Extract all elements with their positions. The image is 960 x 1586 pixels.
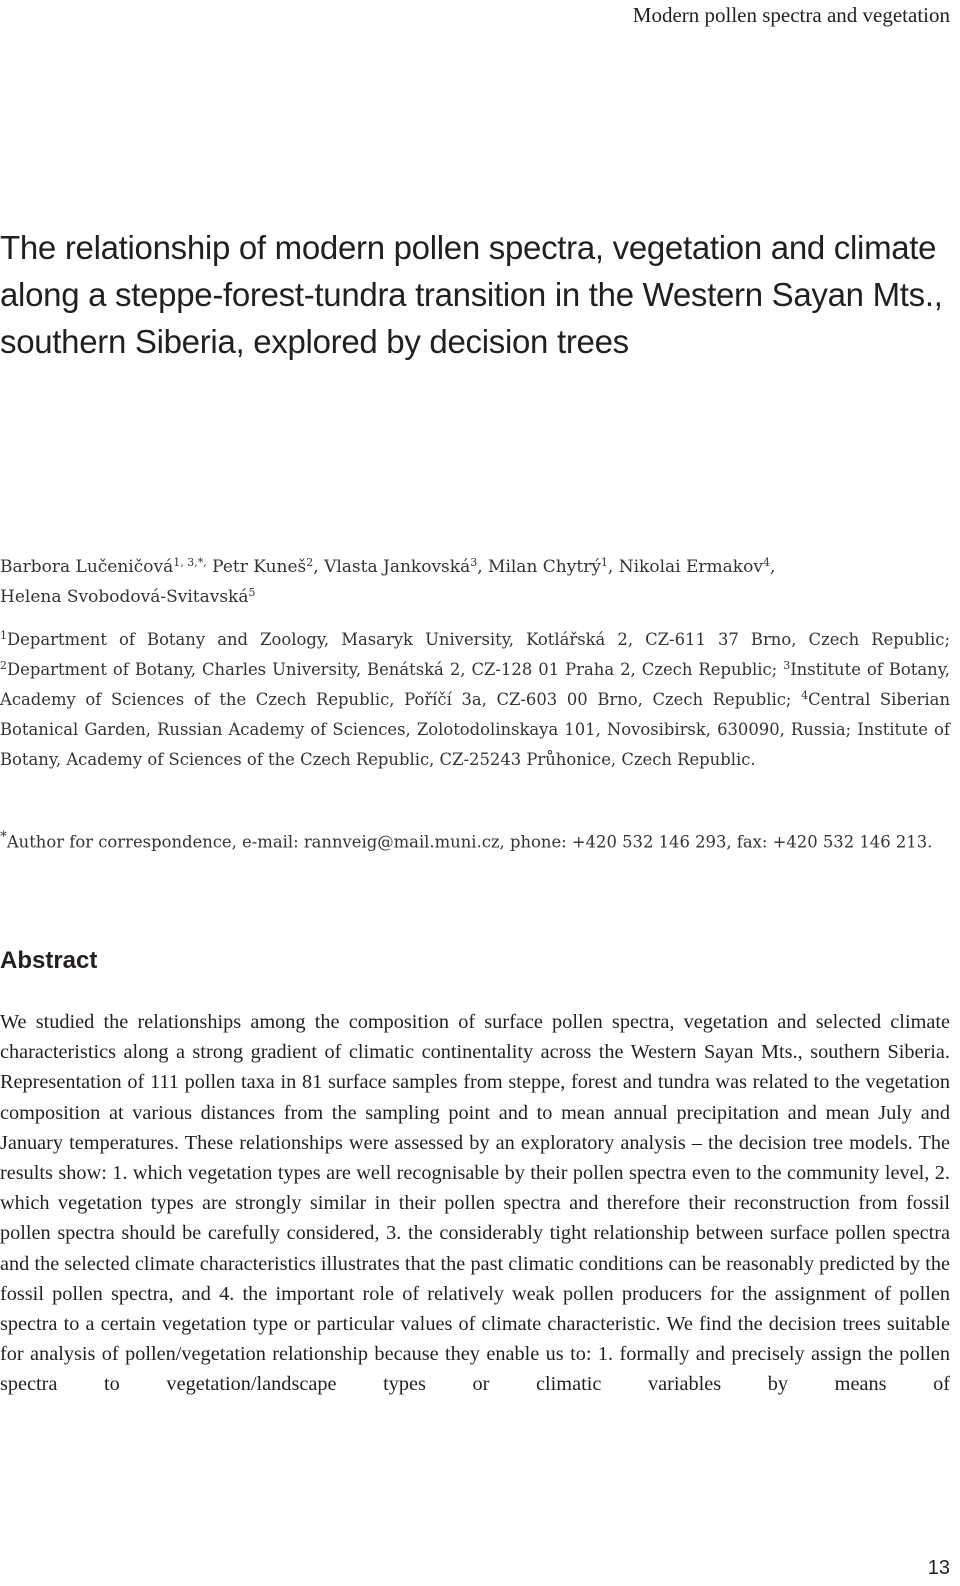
author-affiliation-marker: 3 xyxy=(470,556,478,569)
author-separator: , xyxy=(769,557,776,577)
correspondence-note xyxy=(0,822,950,857)
affiliation-marker: 2 xyxy=(0,659,7,672)
author-name: Nikolai Ermakov xyxy=(618,557,763,577)
author-affiliation-marker: 4 xyxy=(762,556,770,569)
correspondence-text: Author for correspondence, e-mail: rannveig@mail.muni.cz, phone: +420 532 146 293, fax: +420 532 146 213. xyxy=(6,832,933,852)
abstract-heading: Abstract xyxy=(0,947,98,974)
affiliation-marker: 1 xyxy=(0,629,7,642)
author-list xyxy=(0,552,952,612)
affiliations xyxy=(0,625,950,775)
author-affiliation-marker: 1 xyxy=(600,556,608,569)
affiliation-text: Institute of Botany, Academy of Sciences of the Czech Republic, Poříčí 3a, CZ-603 00 Brno, Czech Republic; xyxy=(0,660,950,709)
author-affiliation-marker: 5 xyxy=(248,586,256,599)
affiliation-marker: 4 xyxy=(801,689,809,702)
author-name: Vlasta Jankovská xyxy=(324,557,471,577)
correspondence-marker: * xyxy=(0,829,7,845)
affiliation-marker: 3 xyxy=(783,659,791,672)
affiliation-text: Department of Botany, Charles University, Benátská 2, CZ-128 01 Praha 2, Czech Republic; xyxy=(7,660,784,679)
author-affiliation-marker: 2 xyxy=(306,556,314,569)
author-separator: , xyxy=(607,557,619,577)
article-title: The relationship of modern pollen spectra, vegetation and climate along a steppe-forest-tundra transition in the Western Sayan Mts., southern Siberia, explored by decision trees xyxy=(0,229,943,360)
affiliation-text: Department of Botany and Zoology, Masaryk University, Kotlářská 2, CZ-611 37 Brno, Czech Republic; xyxy=(7,630,950,649)
running-head: Modern pollen spectra and vegetation xyxy=(632,3,950,27)
author-separator: , xyxy=(477,557,489,577)
affiliation-text: Central Siberian Botanical Garden, Russian Academy of Sciences, Zolotodolinskaya 101, Novosibirsk, 630090, Russia; Institute of Botany, Academy of Sciences of the Czech Republic, CZ-25243 Průhonice, Czech Republic. xyxy=(0,690,950,769)
author-name: Petr Kuneš xyxy=(212,557,307,577)
abstract-text: We studied the relationships among the composition of surface pollen spectra, vegetation and selected climate characteristics along a strong gradient of climatic continentality across the Western Sayan Mts., southern Siberia. Representation of 111 pollen taxa in 81 surface samples from steppe, forest and tundra was related to the vegetation composition at various distances from the sampling point and to mean annual precipitation and mean July and January temperatures. These relationships were assessed by an exploratory analysis – the decision tree models. The results show: 1. which vegetation types are well recognisable by their pollen spectra even to the community level, 2. which vegetation types are strongly similar in their pollen spectra and therefore their reconstruction from fossil pollen spectra should be carefully considered, 3. the considerably tight relationship between surface pollen spectra and the selected climate characteristics illustrates that the past climatic conditions can be reasonably predicted by the fossil pollen spectra, and 4. the important role of relatively weak pollen producers for the assignment of pollen spectra to a certain vegetation type or particular values of climate characteristic. We find the decision trees suitable for analysis of pollen/vegetation relationship because they enable us to: 1. formally and precisely assign the pollen spectra to vegetation/landscape types or climatic variables by means of xyxy=(0,1011,950,1396)
author-affiliation-marker: 1, 3,*, xyxy=(173,556,207,569)
author-name: Milan Chytrý xyxy=(488,557,601,577)
author-separator: , xyxy=(313,557,325,577)
author-name: Helena Svobodová-Svitavská xyxy=(0,587,249,607)
author-name: Barbora Lučeničová xyxy=(0,557,174,577)
page-number: 13 xyxy=(927,1557,950,1579)
